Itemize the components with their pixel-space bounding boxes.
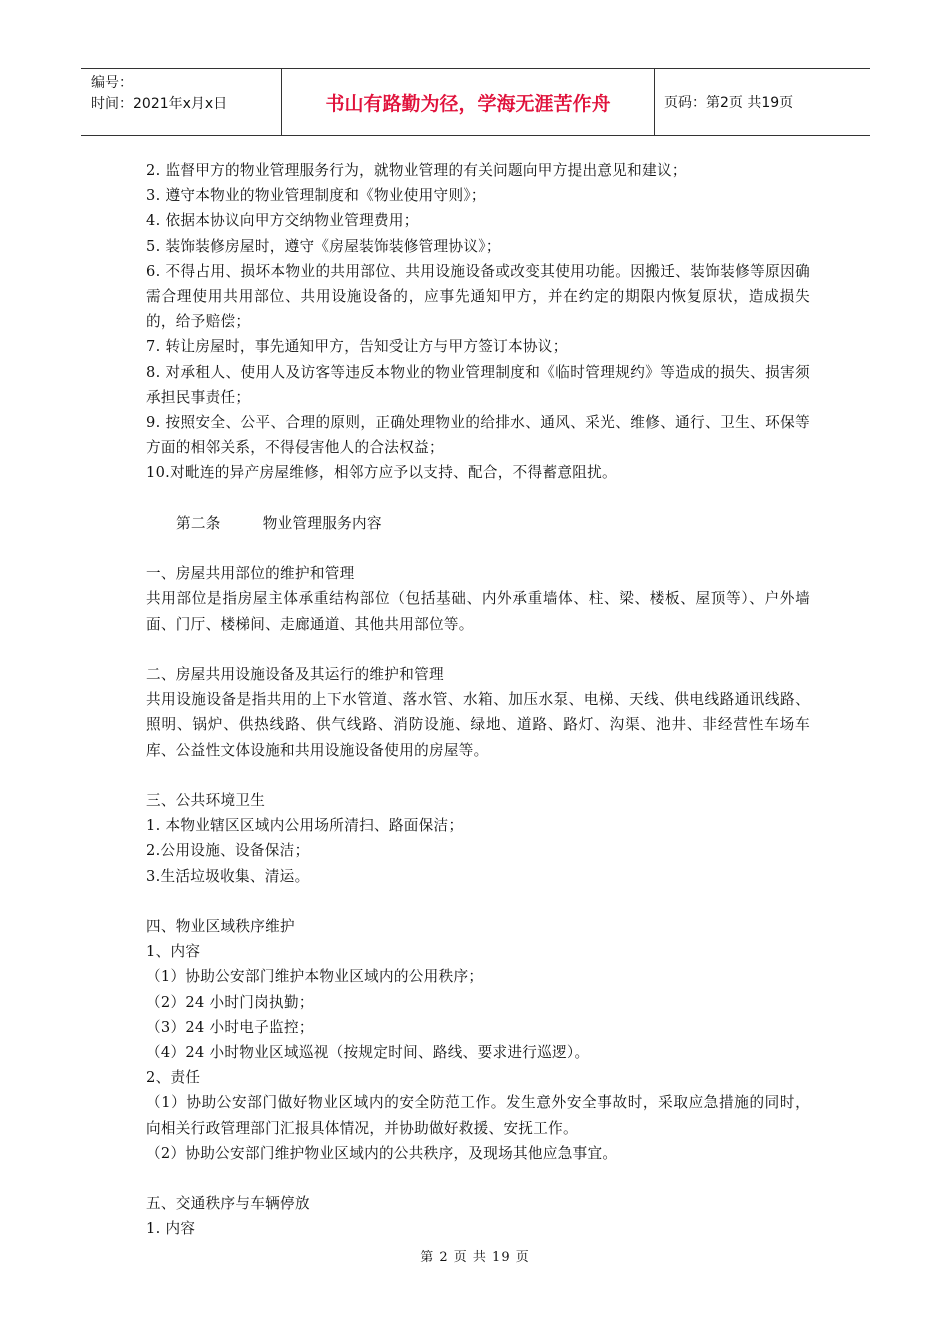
paragraph: 8. 对承租人、使用人及访客等违反本物业的物业管理制度和《临时管理规约》等造成的损失、损害须承担民事责任； <box>146 363 810 406</box>
paragraph: 3. 遵守本物业的物业管理制度和《物业使用守则》； <box>146 187 486 205</box>
article-heading <box>146 511 810 536</box>
list-item: 1. 本物业辖区区域内公用场所清扫、路面保洁； <box>146 817 464 835</box>
page-footer: 第 2 页 共 19 页 <box>420 1250 530 1265</box>
header-meta <box>81 69 282 135</box>
section-heading: 四、物业区域秩序维护 <box>146 918 295 936</box>
page-header <box>81 68 870 136</box>
document-body <box>146 158 810 1242</box>
list-item: （2）24 小时门岗执勤； <box>146 993 314 1011</box>
paragraph: 共用部位是指房屋主体承重结构部位（包括基础、内外承重墙体、柱、梁、楼板、屋顶等）、户外墙面、门厅、楼梯间、走廊通道、其他共用部位等。 <box>146 590 810 633</box>
section-heading: 一、房屋共用部位的维护和管理 <box>146 565 355 583</box>
article-number: 第二条 <box>176 514 221 532</box>
list-item: （2）协助公安部门维护物业区域内的公共秩序，及现场其他应急事宜。 <box>146 1144 618 1162</box>
subsection-heading: 1. 内容 <box>146 1220 196 1238</box>
spacer <box>146 889 810 914</box>
paragraph: 2. 监督甲方的物业管理服务行为，就物业管理的有关问题向甲方提出意见和建议； <box>146 162 687 179</box>
paragraph: 9. 按照安全、公平、合理的原则，正确处理物业的给排水、通风、采光、维修、通行、卫生、环保等方面的相邻关系，不得侵害他人的合法权益； <box>146 414 810 457</box>
list-item: 2.公用设施、设备保洁； <box>146 842 310 860</box>
list-item: （1）协助公安部门维护本物业区域内的公用秩序； <box>146 968 484 986</box>
doc-time-label: 时间：2021年x月x日 <box>91 96 228 112</box>
list-item: （4）24 小时物业区域巡视（按规定时间、路线、要求进行巡逻）。 <box>146 1044 590 1062</box>
list-item: 3.生活垃圾收集、清运。 <box>146 867 310 885</box>
spacer <box>146 763 810 788</box>
paragraph: 6. 不得占用、损坏本物业的共用部位、共用设施设备或改变其使用功能。因搬迁、装饰装修等原因确需合理使用共用部位、共用设施设备的，应事先通知甲方，并在约定的期限内恢复原状，造成损失的，给予赔偿； <box>146 262 810 331</box>
subsection-heading: 1、内容 <box>146 943 201 961</box>
list-item: （1）协助公安部门做好物业区域内的安全防范工作。发生意外安全事故时，采取应急措施的同时，向相关行政管理部门汇报具体情况，并协助做好救援、安抚工作。 <box>146 1094 810 1137</box>
paragraph: 5. 装饰装修房屋时，遵守《房屋装饰装修管理协议》； <box>146 237 501 255</box>
subsection-heading: 2、责任 <box>146 1069 201 1087</box>
spacer <box>146 486 810 511</box>
header-motto: 书山有路勤为径，学海无涯苦作舟 <box>282 69 655 135</box>
spacer <box>146 1166 810 1191</box>
section-heading: 三、公共环境卫生 <box>146 792 266 810</box>
section-heading: 五、交通秩序与车辆停放 <box>146 1195 310 1213</box>
article-title: 物业管理服务内容 <box>262 514 382 532</box>
spacer <box>146 536 810 561</box>
spacer <box>146 637 810 662</box>
paragraph: 4. 依据本协议向甲方交纳物业管理费用； <box>146 212 419 230</box>
paragraph: 共用设施设备是指共用的上下水管道、落水管、水箱、加压水泵、电梯、天线、供电线路通讯线路、照明、锅炉、供热线路、供气线路、消防设施、绿地、道路、路灯、沟渠、池井、非经营性车场车库、公益性文体设施和共用设施设备使用的房屋等。 <box>146 691 810 759</box>
header-page-info: 页码：第2页 共19页 <box>664 95 794 111</box>
paragraph: 7. 转让房屋时，事先通知甲方，告知受让方与甲方签订本协议； <box>146 338 568 356</box>
doc-number-label: 编号： <box>91 75 133 91</box>
paragraph: 10.对毗连的异产房屋维修，相邻方应予以支持、配合，不得蓄意阻扰。 <box>146 464 617 482</box>
section-heading: 二、房屋共用设施设备及其运行的维护和管理 <box>146 666 444 684</box>
list-item: （3）24 小时电子监控； <box>146 1018 314 1036</box>
